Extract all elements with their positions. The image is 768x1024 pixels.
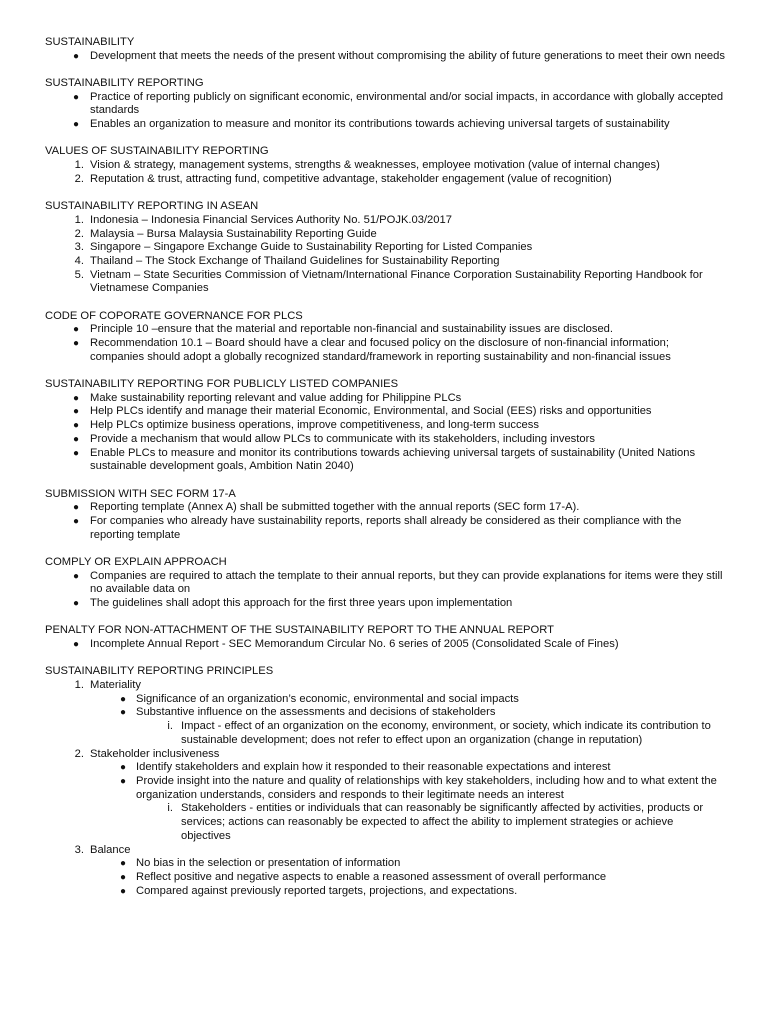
section-heading: COMPLY OR EXPLAIN APPROACH bbox=[45, 555, 227, 568]
section-heading: SUSTAINABILITY REPORTING IN ASEAN bbox=[45, 200, 259, 213]
bullet-icon: ● bbox=[119, 775, 127, 787]
bullet-icon: ● bbox=[72, 392, 80, 404]
list-item: ● Make sustainability reporting relevant and value adding for Philippine PLCs bbox=[90, 392, 725, 406]
section-heading: CODE OF COPORATE GOVERNANCE FOR PLCS bbox=[45, 309, 303, 322]
bullet-icon: ● bbox=[72, 420, 80, 432]
bullet-icon: ● bbox=[119, 871, 127, 883]
list-item: 3. Singapore – Singapore Exchange Guide to Sustainability Reporting for Listed Companies bbox=[74, 241, 533, 254]
section-sustainability-reporting bbox=[45, 77, 725, 132]
list-item: ● Recommendation 10.1 – Board should have a clear and focused policy on the disclosure of non-financial information; companies should adopt a globally recognized standard/framework in reporting sustainability and non-financial issues bbox=[90, 337, 725, 364]
bullet-icon: ● bbox=[72, 338, 80, 350]
section-comply-explain bbox=[45, 556, 725, 611]
list-item: i. Impact - effect of an organization on the economy, environment, or society, which indicate its contribution to sustainable development; does not refer to effect upon an organization (change in reputation) bbox=[167, 720, 711, 746]
bullet-icon: ● bbox=[119, 858, 127, 870]
bullet-icon: ● bbox=[72, 50, 80, 62]
bullet-icon: ● bbox=[72, 433, 80, 445]
list-item: 4. Thailand – The Stock Exchange of Thailand Guidelines for Sustainability Reporting bbox=[74, 254, 500, 267]
section-heading: SUBMISSION WITH SEC FORM 17-A bbox=[45, 487, 236, 500]
list-item: ● Provide insight into the nature and quality of relationships with key stakeholders, including how and to what extent the organization understands, considers and responds to their legitimate needs an interest i. Stakeholders - entities or individuals that can reasonably be significantly affected by activities, products or services; actions can reasonably be expected to affect the ability to implement strategies or achieve objectives bbox=[136, 775, 725, 844]
bullet-icon: ● bbox=[119, 707, 127, 719]
bullet-icon: ● bbox=[119, 693, 127, 705]
document-page bbox=[45, 36, 725, 912]
list-item: ● Reflect positive and negative aspects to enable a reasoned assessment of overall performance bbox=[119, 870, 607, 883]
list-item: 1. Materiality ● Significance of an organization’s economic, environmental and social impacts ● Substantive influence on the assessments and decisions of stakeholders i. Impact - effect of an organization on the economy, environment, or society, which indicate its contribution to sustainable development; does not refer to effect upon an organization (change in reputation) bbox=[90, 679, 725, 748]
bullet-icon: ● bbox=[119, 885, 127, 897]
bullet-icon: ● bbox=[72, 598, 80, 610]
bullet-icon: ● bbox=[72, 447, 80, 459]
list-item: ● Practice of reporting publicly on significant economic, environmental and/or social impacts, in accordance with globally accepted standards bbox=[90, 91, 725, 118]
section-heading: PENALTY FOR NON-ATTACHMENT OF THE SUSTAINABILITY REPORT TO THE ANNUAL REPORT bbox=[45, 624, 554, 637]
list-item: ● Enable PLCs to measure and monitor its contributions towards achieving universal targets of sustainability (United Nations sustainable development goals, Ambition Natin 2040) bbox=[90, 447, 725, 474]
section-heading: SUSTAINABILITY bbox=[45, 36, 135, 48]
list-item: ● Development that meets the needs of the present without compromising the ability of future generations to meet their own needs bbox=[90, 50, 725, 64]
list-item: 5. Vietnam – State Securities Commission of Vietnam/International Finance Corporation Sustainability Reporting Handbook for Vietnamese Companies bbox=[74, 268, 703, 295]
list-item: ● Principle 10 –ensure that the material and reportable non-financial and sustainability issues are disclosed. bbox=[90, 323, 725, 337]
list-item: ● The guidelines shall adopt this approach for the first three years upon implementation bbox=[90, 597, 725, 611]
list-item: 2. Malaysia – Bursa Malaysia Sustainability Reporting Guide bbox=[74, 227, 377, 240]
bullet-icon: ● bbox=[72, 91, 80, 103]
list-item: ● No bias in the selection or presentation of information bbox=[119, 857, 401, 870]
list-item: ● Companies are required to attach the template to their annual reports, but they can provide explanations for items were they still no available data on bbox=[90, 570, 725, 597]
list-item: ● Provide a mechanism that would allow PLCs to communicate with its stakeholders, including investors bbox=[90, 433, 725, 447]
bullet-icon: ● bbox=[72, 639, 80, 651]
section-principles bbox=[45, 665, 725, 898]
section-asean bbox=[45, 200, 725, 296]
list-item: 2. Stakeholder inclusiveness ● Identify stakeholders and explain how it responded to their reasonable expectations and interest ● Provide insight into the nature and quality of relationships with key stakeholders, including how and to what extent the organization understands, considers and responds to their legitimate needs an interest i. Stakeholders - entities or individuals that can reasonably be significantly affected by activities, products or services; actions can reasonably be expected to affect the ability to implement strategies or achieve objectives bbox=[90, 748, 725, 844]
list-item: 1. Vision & strategy, management systems, strengths & weaknesses, employee motivation (value of internal changes) bbox=[74, 159, 660, 172]
list-item: i. Stakeholders - entities or individuals that can reasonably be significantly affected by activities, products or services; actions can reasonably be expected to affect the ability to implement strategies or achieve objectives bbox=[167, 802, 704, 842]
list-item: 3. Balance ● No bias in the selection or presentation of information ● Reflect positive and negative aspects to enable a reasoned assessment of overall performance ● Compared against previously reported targets, projections, and expectations. bbox=[90, 844, 725, 899]
list-item: ● Significance of an organization’s economic, environmental and social impacts bbox=[119, 692, 519, 705]
bullet-icon: ● bbox=[72, 119, 80, 131]
section-heading: VALUES OF SUSTAINABILITY REPORTING bbox=[45, 145, 269, 158]
list-item: ● Enables an organization to measure and monitor its contributions towards achieving universal targets of sustainability bbox=[90, 118, 725, 132]
list-item: 1. Indonesia – Indonesia Financial Services Authority No. 51/POJK.03/2017 bbox=[74, 213, 452, 226]
section-sec-form bbox=[45, 488, 725, 543]
list-item: ● For companies who already have sustainability reports, reports shall already be considered as their compliance with the reporting template bbox=[90, 515, 725, 542]
bullet-icon: ● bbox=[72, 570, 80, 582]
bullet-icon: ● bbox=[72, 502, 80, 514]
section-sustainability bbox=[45, 36, 725, 63]
list-item: 2. Reputation & trust, attracting fund, competitive advantage, stakeholder engagement (value of recognition) bbox=[74, 172, 612, 185]
list-item: ● Substantive influence on the assessments and decisions of stakeholders i. Impact - effect of an organization on the economy, environment, or society, which indicate its contribution to sustainable development; does not refer to effect upon an organization (change in reputation) bbox=[136, 706, 725, 747]
section-heading: SUSTAINABILITY REPORTING PRINCIPLES bbox=[45, 665, 274, 678]
list-item: ● Identify stakeholders and explain how it responded to their reasonable expectations and interest bbox=[119, 761, 611, 774]
section-values bbox=[45, 145, 725, 186]
section-corporate-governance bbox=[45, 310, 725, 365]
list-item: ● Help PLCs identify and manage their material Economic, Environmental, and Social (EES) risks and opportunities bbox=[90, 405, 725, 419]
list-item: ● Compared against previously reported targets, projections, and expectations. bbox=[119, 884, 518, 897]
section-plcs bbox=[45, 378, 725, 474]
bullet-icon: ● bbox=[119, 762, 127, 774]
section-penalty bbox=[45, 624, 725, 651]
bullet-icon: ● bbox=[72, 324, 80, 336]
list-item: ● Reporting template (Annex A) shall be submitted together with the annual reports (SEC form 17-A). bbox=[90, 501, 725, 515]
section-heading: SUSTAINABILITY REPORTING FOR PUBLICLY LISTED COMPANIES bbox=[45, 378, 399, 391]
list-item: ● Help PLCs optimize business operations, improve competitiveness, and long-term success bbox=[90, 419, 725, 433]
section-heading: SUSTAINABILITY REPORTING bbox=[45, 77, 204, 89]
bullet-icon: ● bbox=[72, 406, 80, 418]
bullet-icon: ● bbox=[72, 515, 80, 527]
list-item: ● Incomplete Annual Report - SEC Memorandum Circular No. 6 series of 2005 (Consolidated Scale of Fines) bbox=[90, 638, 725, 652]
